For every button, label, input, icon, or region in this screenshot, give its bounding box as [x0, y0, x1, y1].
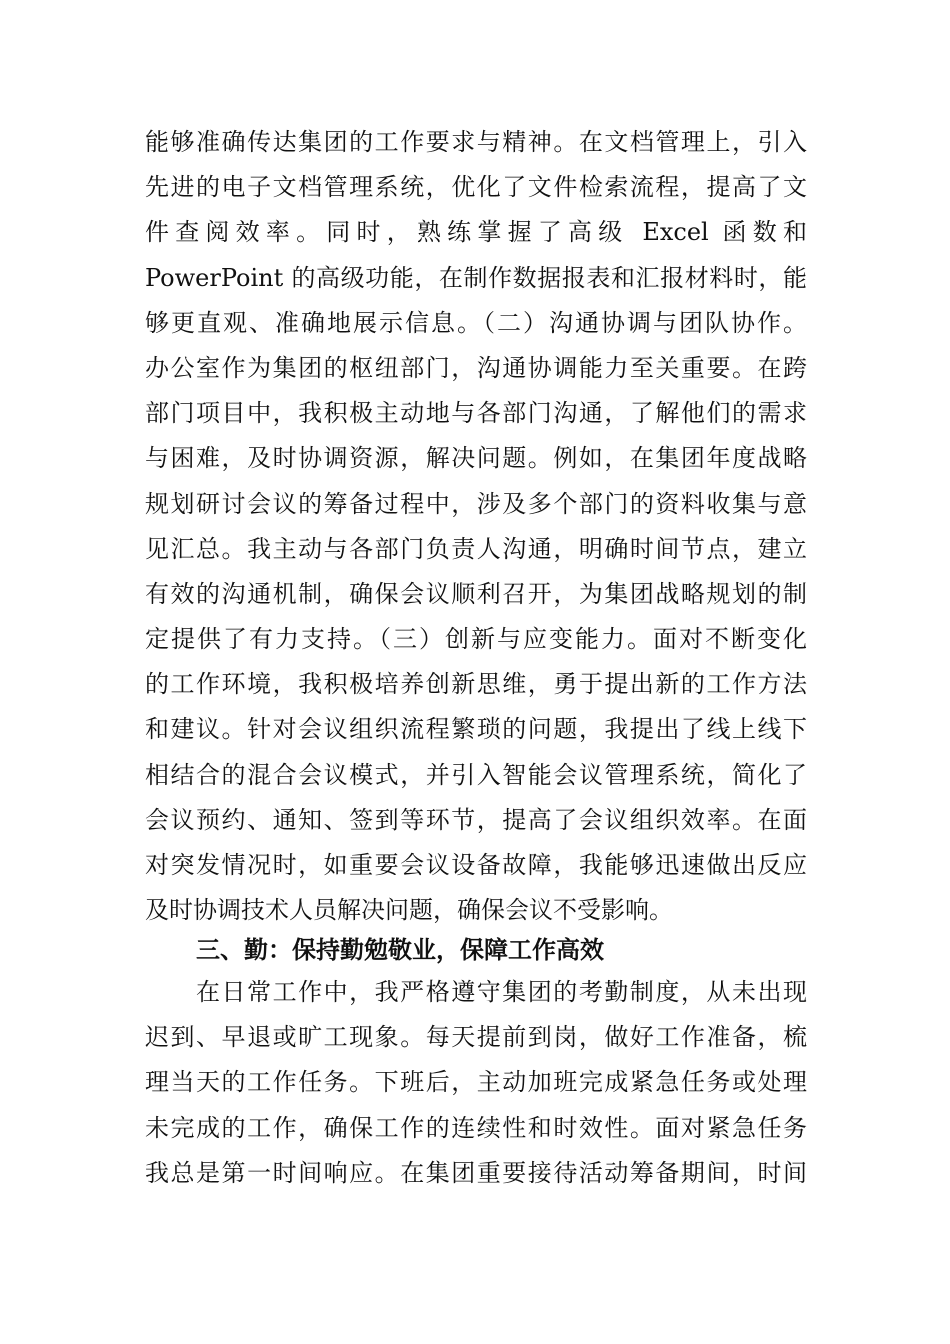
text-line: 未完成的工作，确保工作的连续性和时效性。面对紧急任务: [145, 1113, 807, 1142]
text-line: 够更直观、准确地展示信息。（二）沟通协调与团队协作。: [145, 308, 807, 337]
text-line: 规划研讨会议的筹备过程中，涉及多个部门的资料收集与意: [145, 489, 807, 518]
text-line: 先进的电子文档管理系统，优化了文件检索流程，提高了文: [145, 173, 807, 202]
text-line: 的工作环境，我积极培养创新思维，勇于提出新的工作方法: [145, 670, 807, 699]
text-line: 件查阅效率。同时，熟练掌握了高级 Excel 函数和: [145, 218, 807, 247]
text-line: 相结合的混合会议模式，并引入智能会议管理系统，简化了: [145, 760, 807, 789]
text-line: 能够准确传达集团的工作要求与精神。在文档管理上，引入: [145, 128, 807, 156]
text-line: 和建议。针对会议组织流程繁琐的问题，我提出了线上线下: [145, 715, 807, 744]
text-line: 办公室作为集团的枢纽部门，沟通协调能力至关重要。在跨: [145, 353, 807, 382]
text-line: 会议预约、通知、签到等环节，提高了会议组织效率。在面: [145, 805, 807, 834]
text-line: 见汇总。我主动与各部门负责人沟通，明确时间节点，建立: [145, 534, 807, 563]
text-line: 与困难，及时协调资源，解决问题。例如，在集团年度战略: [145, 444, 807, 473]
text-line: 理当天的工作任务。下班后，主动加班完成紧急任务或处理: [145, 1068, 807, 1097]
text-line: 在日常工作中，我严格遵守集团的考勤制度，从未出现: [196, 978, 807, 1006]
paragraph-1: [145, 120, 807, 933]
section-heading: 三、勤：保持勤勉敬业，保障工作高效: [196, 936, 604, 964]
text-line: 及时协调技术人员解决问题，确保会议不受影响。: [145, 896, 673, 925]
text-line: 迟到、早退或旷工现象。每天提前到岗，做好工作准备，梳: [145, 1023, 807, 1052]
text-line: 对突发情况时，如重要会议设备故障，我能够迅速做出反应: [145, 851, 807, 879]
text-line: PowerPoint 的高级功能，在制作数据报表和汇报材料时，能: [145, 263, 807, 292]
text-line: 我总是第一时间响应。在集团重要接待活动筹备期间，时间: [145, 1158, 807, 1187]
text-line: 部门项目中，我积极主动地与各部门沟通，了解他们的需求: [145, 399, 807, 428]
text-line: 定提供了有力支持。（三）创新与应变能力。面对不断变化: [145, 625, 807, 654]
text-line: 有效的沟通机制，确保会议顺利召开，为集团战略规划的制: [145, 579, 807, 608]
paragraph-2: [145, 970, 807, 1196]
